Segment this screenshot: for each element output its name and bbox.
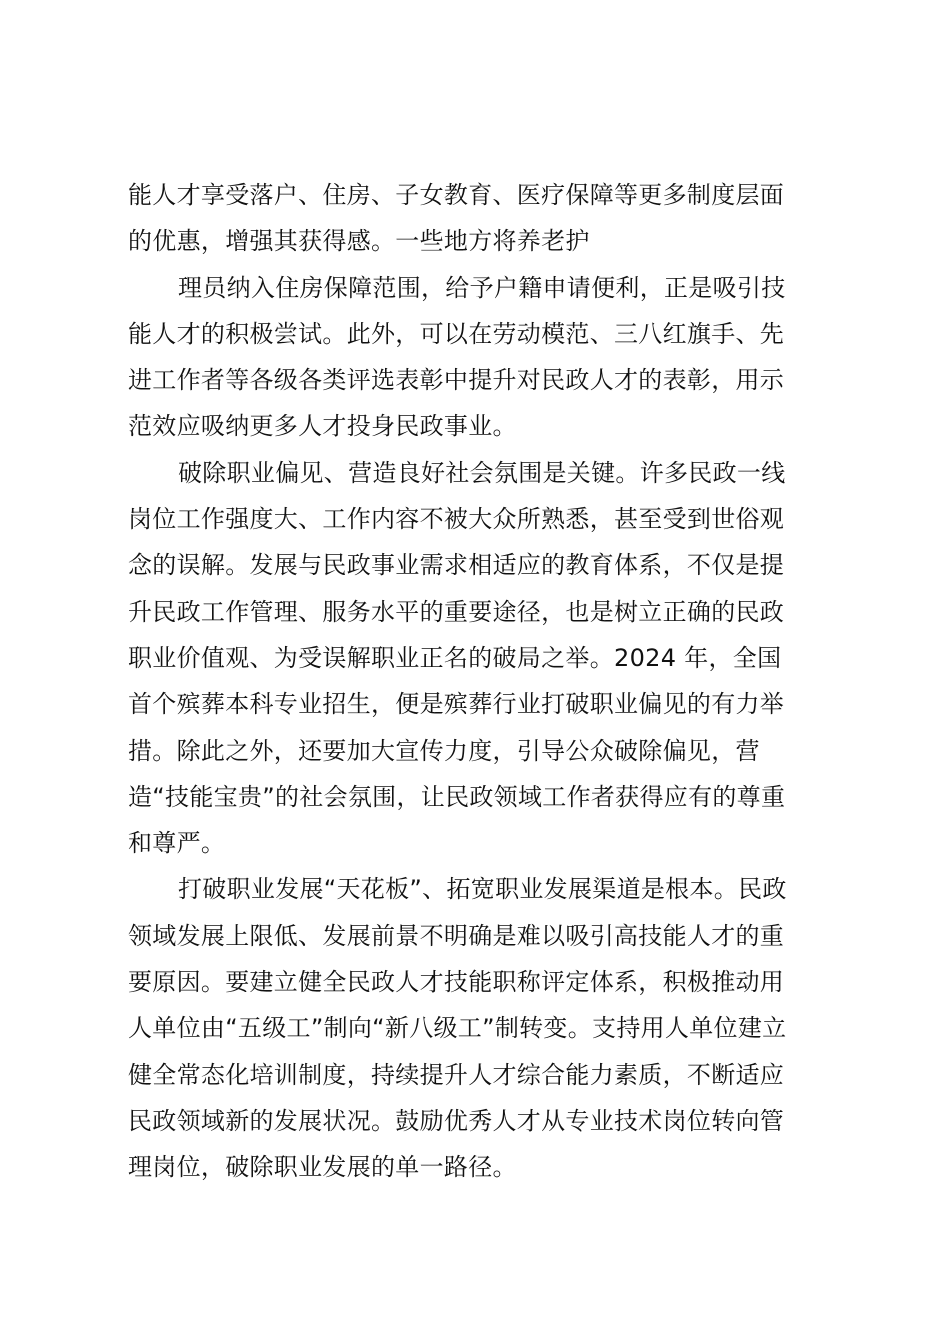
- text-line: 理员纳入住房保障范围，给予户籍申请便利，正是吸引技: [178, 273, 786, 302]
- text-line: 能人才的积极尝试。此外，可以在劳动模范、三八红旗手、先: [128, 319, 785, 348]
- text-line: 范效应吸纳更多人才投身民政事业。: [128, 412, 517, 441]
- text-line: 措。除此之外，还要加大宣传力度，引导公众破除偏见，营: [128, 736, 760, 765]
- text-line: 破除职业偏见、营造良好社会氛围是关键。许多民政一线: [178, 458, 786, 487]
- text-line: 造“技能宝贵”的社会氛围，让民政领域工作者获得应有的尊重: [128, 782, 786, 811]
- body-text: [128, 172, 820, 1191]
- text-line: 人单位由“五级工”制向“新八级工”制转变。支持用人单位建立: [128, 1014, 787, 1043]
- text-line: 健全常态化培训制度，持续提升人才综合能力素质，不断适应: [128, 1060, 785, 1089]
- text-line: 首个殡葬本科专业招生，便是殡葬行业打破职业偏见的有力举: [128, 690, 785, 719]
- text-line: 职业价值观、为受误解职业正名的破局之举。2024 年，全国: [128, 643, 782, 672]
- text-line: 民政领域新的发展状况。鼓励优秀人才从专业技术岗位转向管: [128, 1106, 785, 1135]
- text-line: 能人才享受落户、住房、子女教育、医疗保障等更多制度层面: [128, 181, 785, 209]
- text-line: 念的误解。发展与民政事业需求相适应的教育体系，不仅是提: [128, 551, 785, 580]
- text-line: 岗位工作强度大、工作内容不被大众所熟悉，甚至受到世俗观: [128, 505, 785, 534]
- text-line: 要原因。要建立健全民政人才技能职称评定体系，积极推动用: [128, 968, 785, 997]
- text-line: 的优惠，增强其获得感。一些地方将养老护: [128, 227, 590, 256]
- text-line: 领域发展上限低、发展前景不明确是难以吸引高技能人才的重: [128, 921, 785, 950]
- text-line: 升民政工作管理、服务水平的重要途径，也是树立正确的民政: [128, 597, 785, 626]
- text-line: 和尊严。: [128, 829, 226, 858]
- text-line: 理岗位，破除职业发展的单一路径。: [128, 1153, 517, 1182]
- text-line: 进工作者等各级各类评选表彰中提升对民政人才的表彰，用示: [128, 366, 785, 395]
- text-line: 打破职业发展“天花板”、拓宽职业发展渠道是根本。民政: [178, 875, 787, 904]
